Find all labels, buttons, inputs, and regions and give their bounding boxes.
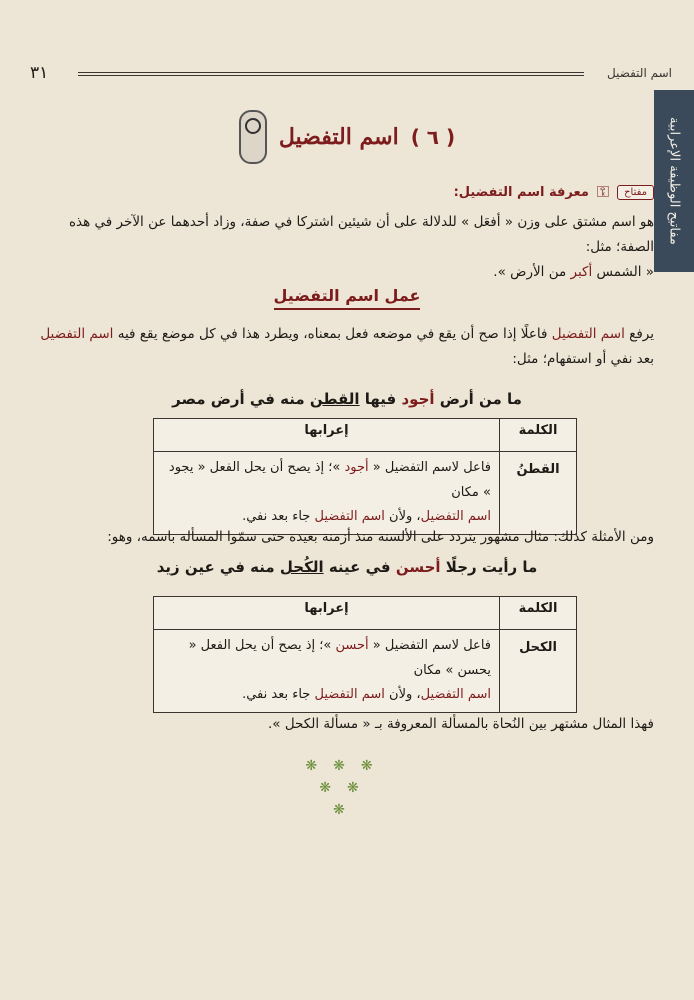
example-superlative: أكبر: [570, 263, 593, 280]
ornament-row-2: ❋❋: [319, 780, 375, 796]
definition-paragraph: [40, 210, 654, 285]
column-header-word: الكلمة: [500, 419, 577, 452]
example-sentence-2: ما رأيت رجلًا أحسن في عينه الكُحل منه في عين زيد: [156, 558, 538, 576]
rule-paragraph: يرفع اسم التفضيل فاعلًا إذا صح أن يقع في موضعه فعل بمعناه، ويطرد هذا في كل موضع يقع فيه اسم التفضيل بعد نفي أو استفهام؛ مثل:: [40, 326, 654, 367]
parsing-text: فاعل لاسم التفضيل « أحسن »؛ إذ يصح أن يحل الفعل « يحسن » مكان اسم التفضيل، ولأن اسم التفضيل جاء بعد نفي.: [154, 630, 500, 713]
table-row: [154, 630, 577, 713]
header-rule: [78, 72, 584, 73]
running-title: اسم التفضيل: [607, 66, 672, 80]
subject-word: الكُحل: [279, 558, 324, 576]
example-prefix: « الشمس: [592, 263, 654, 280]
column-header-parsing: إعرابها: [154, 597, 500, 630]
definition-example: [40, 260, 654, 285]
rule-term: اسم التفضيل: [40, 326, 114, 342]
keyhole-icon: [239, 110, 267, 164]
superlative-word: أحسن: [395, 558, 441, 576]
parsing-text: فاعل لاسم التفضيل « أجود »؛ إذ يصح أن يحل الفعل « يجود » مكان اسم التفضيل، ولأن اسم التفضيل جاء بعد نفي.: [154, 452, 500, 535]
lesson-title: اسم التفضيل: [278, 124, 399, 150]
side-tab-label: مفاتيح الوظيفة الإعرابية: [666, 117, 682, 245]
parsed-word: القطنُ: [500, 452, 577, 535]
table-header-row: [154, 419, 577, 452]
section-title: عمل اسم التفضيل: [0, 286, 694, 305]
column-header-parsing: إعرابها: [154, 419, 500, 452]
lesson-number: ( ٦ ): [410, 125, 456, 149]
example-suffix: من الأرض ».: [493, 263, 571, 280]
header-rule-inner: [78, 75, 584, 76]
key-icon: ⚿: [596, 182, 610, 201]
column-header-word: الكلمة: [500, 597, 577, 630]
page-number: ٣١: [30, 63, 49, 83]
example-sentence-1: ما من أرض أجود فيها القطن منه في أرض مصر: [172, 390, 522, 408]
table-header-row: [154, 597, 577, 630]
key-section-label: [454, 182, 654, 202]
key-tag: مفتاح: [617, 185, 654, 200]
superlative-word: أجود: [401, 390, 435, 408]
table-row: [154, 452, 577, 535]
rule-term: اسم التفضيل: [551, 326, 625, 342]
lesson-heading: [0, 110, 694, 164]
ornament-row-3: ❋: [333, 802, 361, 818]
parsed-word: الكحل: [500, 630, 577, 713]
definition-line: هو اسم مشتق على وزن « أفعَل » للدلالة على أن شيئين اشتركا في صفة، وزاد أحدهما عن الآخر في هذه الصفة؛ مثل:: [68, 214, 654, 255]
closing-paragraph: فهذا المثال مشتهر بين النُحاة بالمسألة المعروفة بـ « مسألة الكحل ».: [267, 716, 654, 732]
ornament-row-1: ❋❋❋: [305, 758, 389, 774]
transition-paragraph: ومن الأمثلة كذلك: مثال مشهور يتردد على الألسنة منذ أزمنة بعيدة حتى سمّوا المسألة باسمه، وهو:: [107, 529, 654, 545]
key-heading: معرفة اسم التفضيل:: [453, 184, 589, 200]
parsing-table-1: [153, 418, 577, 535]
parsing-table-2: [153, 596, 577, 713]
subject-word: القطن: [309, 390, 360, 408]
